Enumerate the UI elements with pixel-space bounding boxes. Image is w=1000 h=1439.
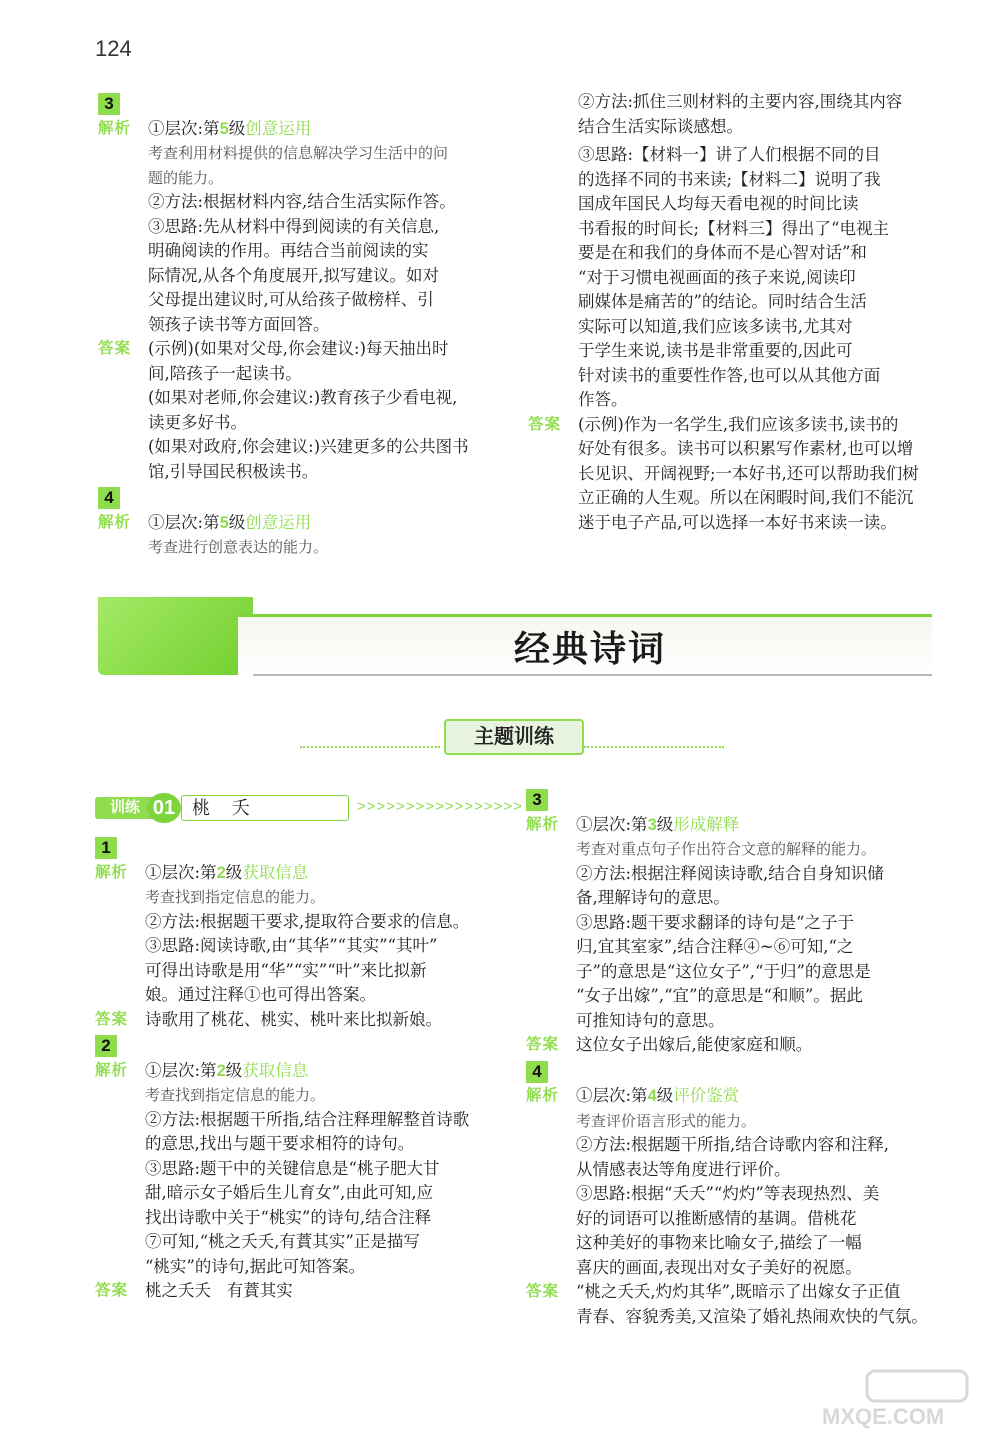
idea-line: ③思路:题干中的关键信息是“桃子肥大甘 bbox=[145, 1158, 440, 1178]
question-1-number: 1 bbox=[95, 837, 117, 859]
bottom-right-column bbox=[526, 786, 931, 1329]
q4-answer bbox=[526, 1280, 931, 1329]
question-4-number: 4 bbox=[526, 1061, 548, 1083]
idea-line: ③思路:根据“夭夭”“灼灼”等表现热烈、美 bbox=[576, 1184, 880, 1203]
level-line: ①层次:第3级形成解释 bbox=[576, 814, 740, 834]
answer-tag: 答案 bbox=[95, 1010, 129, 1028]
answer-line: 馆,引导国民积极读书。 bbox=[148, 461, 319, 481]
level-line: ①层次:第2级获取信息 bbox=[145, 862, 309, 882]
method-line: 备,理解诗句的意思。 bbox=[576, 888, 730, 907]
training-arrows: >>>>>>>>>>>>>>>>> bbox=[357, 798, 523, 815]
analysis-tag: 解析 bbox=[95, 1061, 129, 1079]
idea-line: 找出诗歌中关于“桃实”的诗句,结合注释 bbox=[145, 1207, 432, 1227]
idea-line: 国成年国民人均每天看电视的时间比读 bbox=[578, 194, 859, 213]
right-answer bbox=[528, 413, 933, 536]
subtitle-dots-right bbox=[584, 746, 724, 748]
idea-line: ③思路:先从材料中得到阅读的有关信息, bbox=[148, 216, 440, 236]
analysis-tag: 解析 bbox=[98, 513, 132, 531]
answer-line: 青春、容貌秀美,又渲染了婚礼热闹欢快的气氛。 bbox=[576, 1306, 928, 1326]
section-banner bbox=[98, 597, 932, 683]
training-header bbox=[95, 793, 523, 825]
answer-tag: 答案 bbox=[526, 1283, 560, 1300]
q1-analysis bbox=[95, 861, 500, 1008]
answer-line: 间,陪孩子一起读书。 bbox=[148, 363, 302, 383]
answer-line: 立正确的人生观。所以在闲暇时间,我们不能沉 bbox=[578, 488, 914, 507]
q4-analysis bbox=[526, 1084, 931, 1280]
q4-analysis bbox=[98, 511, 503, 560]
idea-line: 这种美好的事物来比喻女子,描绘了一幅 bbox=[576, 1233, 862, 1252]
q2-answer bbox=[95, 1279, 500, 1304]
q3-analysis bbox=[98, 117, 503, 338]
answer-line: 这位女子出嫁后,能使家庭和顺。 bbox=[576, 1035, 813, 1054]
level-desc: 考查进行创意表达的能力。 bbox=[148, 538, 329, 556]
question-4-number: 4 bbox=[98, 487, 120, 509]
q3-answer bbox=[526, 1033, 931, 1058]
idea-line: 书看报的时间长;【材料三】得出了“电视主 bbox=[578, 218, 889, 238]
answer-line: (示例)作为一名学生,我们应该多读书,读书的 bbox=[578, 414, 899, 434]
training-number: 01 bbox=[147, 793, 181, 823]
level-desc: 考查对重点句子作出符合文意的解释的能力。 bbox=[576, 840, 877, 858]
idea-line: 归,宜其室家”,结合注释④~⑥可知,“之 bbox=[576, 937, 854, 956]
idea-line: “女子出嫁”,“宜”的意思是“和顺”。据此 bbox=[576, 986, 863, 1005]
banner-top-line bbox=[238, 614, 932, 617]
idea-line: ③思路:题干要求翻译的诗句是“之子于 bbox=[576, 912, 854, 932]
idea-line: 要是在和我们的身体而不是心智对话”和 bbox=[578, 243, 867, 262]
idea-line: 娘。通过注释①也可得出答案。 bbox=[145, 985, 376, 1004]
question-3-number: 3 bbox=[526, 789, 548, 811]
idea-line: 作答。 bbox=[578, 390, 628, 409]
idea-line: “对于习惯电视画面的孩子来说,阅读印 bbox=[578, 267, 856, 287]
page-number: 124 bbox=[95, 36, 132, 61]
answer-tag: 答案 bbox=[95, 1282, 129, 1299]
idea-line: 刷媒体是痛苦的”的结论。同时结合生活 bbox=[578, 292, 867, 311]
level-line: ①层次:第5级创意运用 bbox=[148, 512, 312, 532]
top-left-column bbox=[98, 90, 503, 560]
analysis-tag: 解析 bbox=[526, 1087, 560, 1104]
answer-line: “桃之夭夭,灼灼其华”,既暗示了出嫁女子正值 bbox=[576, 1282, 901, 1301]
idea-line: 际情况,从各个角度展开,拟写建议。如对 bbox=[148, 265, 439, 285]
idea-line: 子”的意思是“这位女子”,“于归”的意思是 bbox=[576, 961, 871, 981]
q3-analysis bbox=[526, 813, 931, 1034]
question-3-number: 3 bbox=[98, 93, 120, 115]
level-line: ①层次:第4级评价鉴赏 bbox=[576, 1086, 740, 1105]
answer-tag: 答案 bbox=[526, 1036, 560, 1053]
answer-line: 桃之夭夭 有蕡其实 bbox=[145, 1281, 293, 1300]
method-line: ②方法:根据题干要求,提取符合要求的信息。 bbox=[145, 911, 470, 931]
method-line: ②方法:抓住三则材料的主要内容,围绕其内容 bbox=[578, 92, 903, 111]
method-line: ②方法:根据注释阅读诗歌,结合自身知识储 bbox=[576, 863, 884, 883]
idea-line: 可得出诗歌是用“华”“实”“叶”来比拟新 bbox=[145, 960, 427, 980]
banner-bottom-line bbox=[253, 674, 932, 676]
analysis-tag: 解析 bbox=[526, 815, 560, 833]
bottom-left-column bbox=[95, 834, 500, 1304]
idea-line: 领孩子读书等方面回答。 bbox=[148, 314, 330, 334]
idea-line: 的选择不同的书来读;【材料二】说明了我 bbox=[578, 169, 881, 189]
watermark-logo bbox=[812, 1369, 982, 1429]
idea-line: ③思路:【材料一】讲了人们根据不同的目 bbox=[578, 145, 881, 164]
answer-line: 好处有很多。读书可以积累写作素材,也可以增 bbox=[578, 439, 914, 458]
idea-line: 甜,暗示女子婚后生儿育女”,由此可知,应 bbox=[145, 1183, 434, 1202]
method-line: 从情感表达等角度进行评价。 bbox=[576, 1159, 791, 1179]
idea-line: ⑦可知,“桃之夭夭,有蕡其实”正是描写 bbox=[145, 1232, 420, 1251]
subtitle-badge: 主题训练 bbox=[444, 719, 584, 755]
answer-line: 读更多好书。 bbox=[148, 412, 247, 432]
idea-line: 好的词语可以推断感情的基调。借桃花 bbox=[576, 1208, 857, 1228]
answer-line: (如果对老师,你会建议:)教育孩子少看电视, bbox=[148, 388, 458, 407]
answer-tag: 答案 bbox=[98, 340, 132, 357]
subtitle-dots-left bbox=[300, 746, 440, 748]
idea-line: 针对读书的重要性作答,也可以从其他方面 bbox=[578, 365, 881, 385]
level-desc: 题的能力。 bbox=[148, 168, 224, 187]
method-line: ②方法:根据题干所指,结合注释理解整首诗歌 bbox=[145, 1109, 470, 1129]
idea-line: 实际可以知道,我们应该多读书,尤其对 bbox=[578, 316, 853, 336]
method-line: 结合生活实际谈感想。 bbox=[578, 116, 743, 136]
q2-analysis bbox=[95, 1059, 500, 1280]
level-desc: 考查找到指定信息的能力。 bbox=[145, 888, 326, 906]
analysis-tag: 解析 bbox=[98, 119, 132, 137]
analysis-tag: 解析 bbox=[95, 863, 129, 881]
answer-tag: 答案 bbox=[528, 415, 562, 433]
method-line: ②方法:根据题干所指,结合诗歌内容和注释, bbox=[576, 1135, 890, 1154]
watermark-text: MXQE.COM bbox=[822, 1404, 945, 1429]
answer-line: 迷于电子产品,可以选择一本好书来读一读。 bbox=[578, 512, 897, 532]
idea-line: 可推知诗句的意思。 bbox=[576, 1010, 725, 1030]
idea-line: 明确阅读的作用。再结合当前阅读的实 bbox=[148, 241, 429, 260]
top-right-column bbox=[528, 90, 933, 535]
training-label: 训练 bbox=[95, 797, 155, 819]
section-title: 经典诗词 bbox=[513, 628, 666, 670]
idea-line: 父母提出建议时,可从给孩子做榜样、引 bbox=[148, 290, 434, 309]
q1-answer bbox=[95, 1008, 500, 1033]
level-line: ①层次:第5级创意运用 bbox=[148, 118, 312, 138]
level-desc: 考查利用材料提供的信息解决学习生活中的问 bbox=[148, 144, 449, 162]
q3-answer bbox=[98, 337, 503, 484]
answer-line: 诗歌用了桃花、桃实、桃叶来比拟新娘。 bbox=[145, 1009, 442, 1029]
idea-line: “桃实”的诗句,据此可知答案。 bbox=[145, 1256, 366, 1276]
level-desc: 考查找到指定信息的能力。 bbox=[145, 1086, 326, 1104]
method-line: ②方法:根据材料内容,结合生活实际作答。 bbox=[148, 192, 456, 211]
answer-line: (如果对政府,你会建议:)兴建更多的公共图书 bbox=[148, 437, 469, 456]
question-2-number: 2 bbox=[95, 1035, 117, 1057]
training-topic: 桃 夭 bbox=[181, 795, 349, 821]
level-desc: 考查评价语言形式的能力。 bbox=[576, 1111, 757, 1130]
level-line: ①层次:第2级获取信息 bbox=[145, 1060, 309, 1080]
idea-line: ③思路:阅读诗歌,由“其华”“其实”“其叶” bbox=[145, 936, 438, 955]
answer-line: 长见识、开阔视野;一本好书,还可以帮助我们树 bbox=[578, 463, 919, 483]
idea-line: 喜庆的画面,表现出对女子美好的祝愿。 bbox=[576, 1257, 862, 1277]
method-line: 的意思,找出与题干要求相符的诗句。 bbox=[145, 1134, 415, 1153]
answer-line: (示例)(如果对父母,你会建议:)每天抽出时 bbox=[148, 339, 449, 358]
idea-line: 于学生来说,读书是非常重要的,因此可 bbox=[578, 341, 853, 360]
